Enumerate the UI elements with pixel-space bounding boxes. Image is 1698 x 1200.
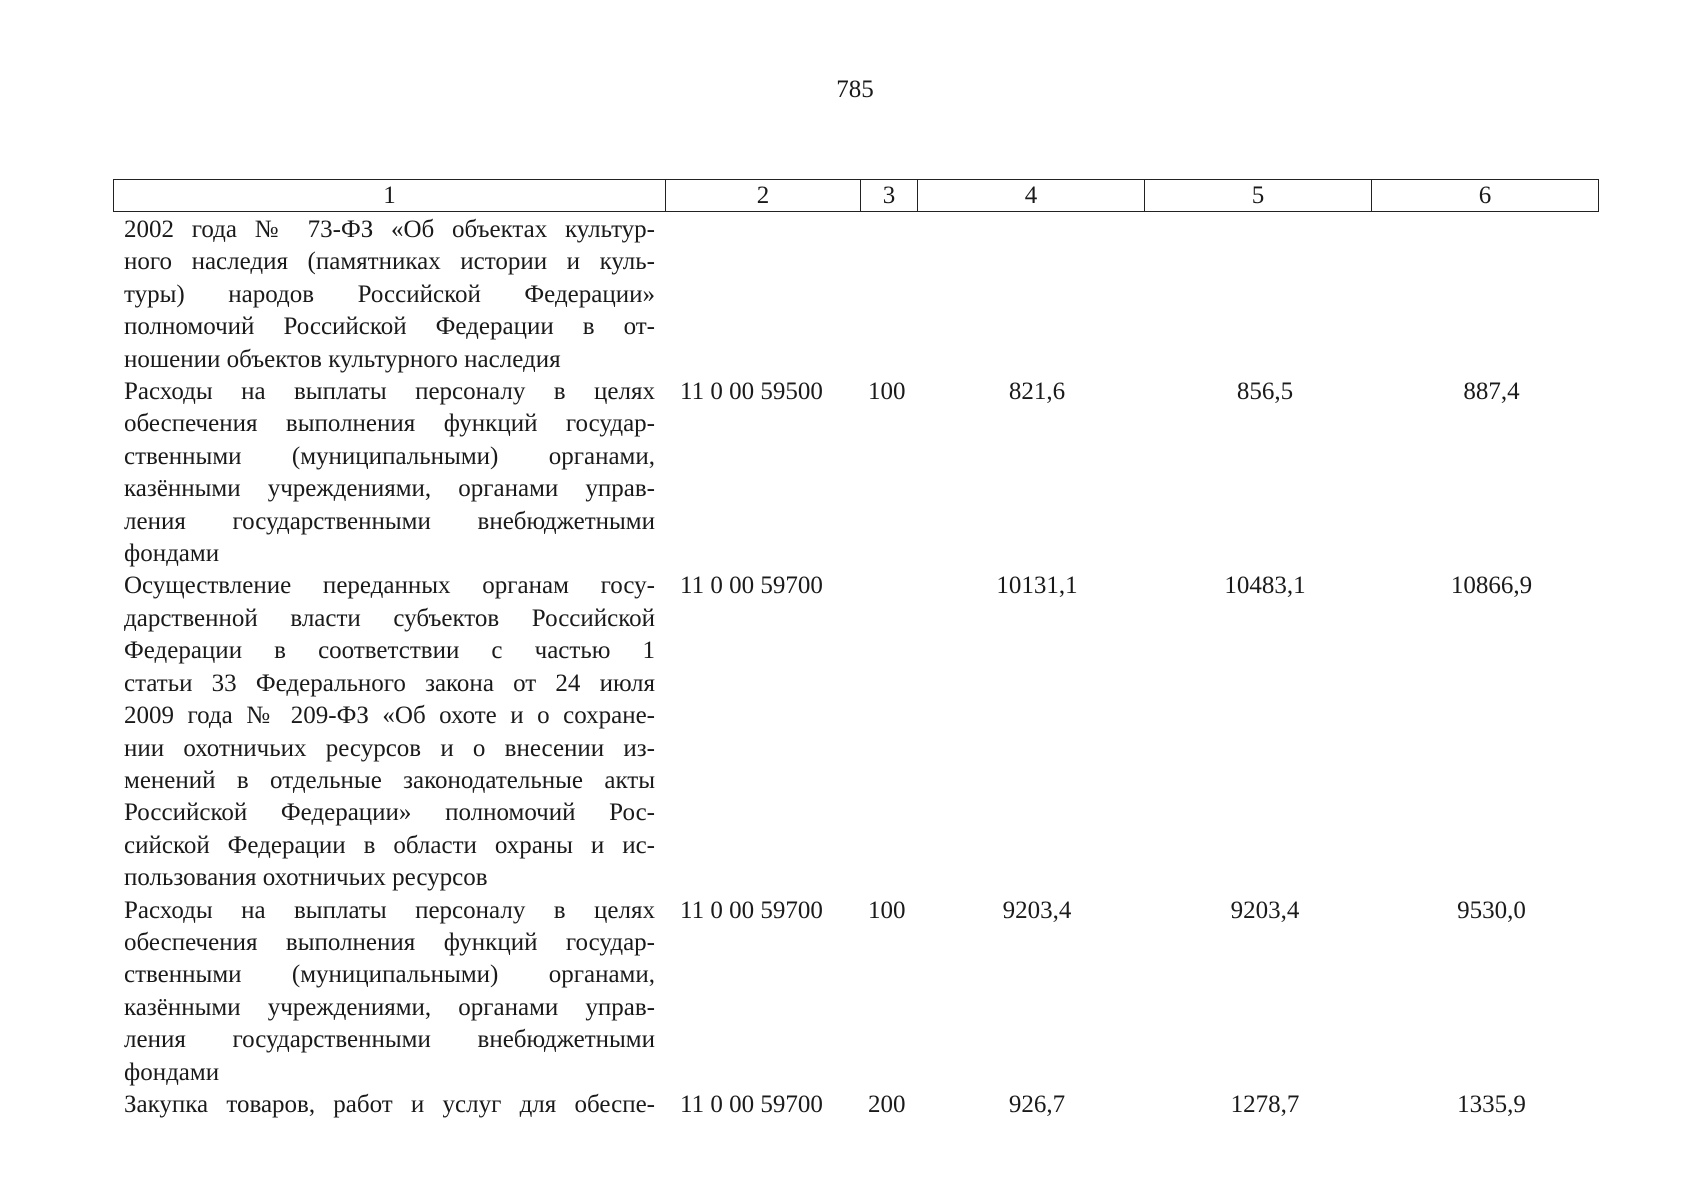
description-line: Осуществление переданных органам госу- [124, 572, 655, 600]
description-line: Расходы на выплаты персоналу в целях [124, 896, 655, 924]
description-line: ственными (муниципальными) органами, [124, 961, 655, 989]
description-line: ного наследия (памятниках истории и куль- [124, 248, 655, 276]
table-row [124, 570, 1604, 894]
row-code: 11 0 00 59700 [680, 896, 823, 924]
row-value-col5: 10483,1 [1224, 572, 1306, 600]
row-value-col6: 1335,9 [1457, 1090, 1526, 1118]
row-code: 11 0 00 59500 [680, 378, 823, 406]
description-line: дарственной власти субъектов Российской [124, 604, 655, 632]
column-header-6: 6 [1372, 180, 1599, 212]
description-line: пользования охотничьих ресурсов [124, 864, 488, 892]
table-row [124, 214, 1604, 376]
description-line: обеспечения выполнения функций государ- [124, 410, 655, 438]
row-value-col4: 926,7 [1008, 1090, 1066, 1118]
column-header-row [114, 180, 1599, 212]
description-line: туры) народов Российской Федерации» [124, 280, 655, 308]
description-line: 2009 года № 209-ФЗ «Об охоте и о сохране- [124, 702, 655, 730]
row-kvr: 100 [868, 378, 906, 406]
description-line: Федерации в соответствии с частью 1 [124, 637, 655, 665]
description-line: казёнными учреждениями, органами управ- [124, 993, 655, 1021]
table-row [124, 895, 1604, 1089]
description-line: ления государственными внебюджетными [124, 507, 655, 535]
row-kvr: 100 [868, 896, 906, 924]
row-value-col4: 10131,1 [996, 572, 1078, 600]
description-line: ственными (муниципальными) органами, [124, 442, 655, 470]
description-line: 2002 года № 73-ФЗ «Об объектах культур- [124, 216, 655, 243]
description-line: нии охотничьих ресурсов и о внесении из- [124, 734, 655, 762]
row-value-col5: 1278,7 [1230, 1090, 1300, 1118]
table-row [124, 376, 1604, 570]
description-line: Расходы на выплаты персоналу в целях [124, 378, 655, 406]
row-code: 11 0 00 59700 [680, 572, 823, 600]
table-body [124, 214, 1604, 1121]
row-description [124, 1089, 655, 1121]
description-line: Российской Федерации» полномочий Рос- [124, 799, 655, 827]
description-line: статьи 33 Федерального закона от 24 июля [124, 669, 655, 697]
row-value-col4: 821,6 [1008, 378, 1066, 406]
row-description [124, 376, 655, 570]
row-description [124, 570, 655, 894]
row-kvr: 200 [868, 1090, 906, 1118]
table-row [124, 1089, 1604, 1121]
column-header-5: 5 [1145, 180, 1372, 212]
description-line: Закупка товаров, работ и услуг для обеспе- [124, 1090, 655, 1118]
column-header-1: 1 [114, 180, 666, 212]
description-line: казёнными учреждениями, органами управ- [124, 475, 655, 503]
row-value-col4: 9203,4 [1002, 896, 1072, 924]
row-description [124, 895, 655, 1089]
row-value-col6: 887,4 [1463, 378, 1520, 406]
description-line: обеспечения выполнения функций государ- [124, 928, 655, 956]
description-line: менений в отдельные законодательные акты [124, 766, 655, 794]
description-line: сийской Федерации в области охраны и ис- [124, 831, 655, 859]
column-header-table [113, 179, 1599, 212]
description-line: фондами [124, 540, 220, 568]
row-value-col5: 9203,4 [1230, 896, 1300, 924]
column-header-4: 4 [918, 180, 1145, 212]
description-line: ления государственными внебюджетными [124, 1026, 655, 1054]
row-value-col5: 856,5 [1236, 378, 1294, 406]
row-description [124, 214, 655, 376]
row-value-col6: 9530,0 [1457, 896, 1526, 924]
column-header-2: 2 [666, 180, 861, 212]
description-line: ношении объектов культурного наследия [124, 345, 561, 373]
description-line: фондами [124, 1058, 220, 1086]
description-line: полномочий Российской Федерации в от- [124, 313, 655, 341]
column-header-3: 3 [861, 180, 918, 212]
page-number: 785 [836, 76, 874, 103]
row-value-col6: 10866,9 [1450, 572, 1533, 600]
row-code: 11 0 00 59700 [680, 1090, 823, 1118]
